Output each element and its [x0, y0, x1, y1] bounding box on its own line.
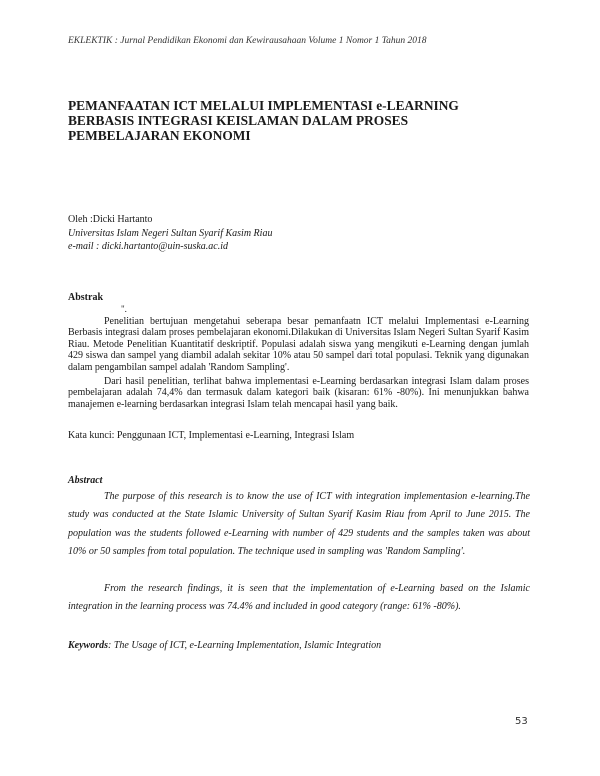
author-email: e-mail : dicki.hartanto@uin-suska.ac.id: [68, 241, 229, 252]
abstrak-heading: Abstrak: [68, 292, 104, 303]
abstrak-mark: ".: [121, 304, 127, 314]
page-number: 53: [515, 716, 528, 727]
abstract-keywords: [68, 640, 381, 651]
author-byline: Oleh :Dicki Hartanto: [68, 214, 153, 225]
abstrak-paragraph-1: Penelitian bertujuan mengetahui seberapa besar pemanfaatn ICT melalui Implementasi e-Learning Berbasis integrasi dalam proses pembelajaran ekonomi.Dilakukan di Universitas Islam Negeri Sultan Syarif Kasim Riau. Metode Penelitian Kuantitatif deskriptif. Populasi adalah siswa yang mengikuti e-Learning dengan jumlah 429 siswa dan sampel yang diambil adalah sekitar 10% atau 50 sampel dari total populasi. Teknik yang digunakan dalam pengambilan sampel adalah 'Random Sampling'.: [68, 316, 529, 373]
title-line: PEMANFAATAN ICT MELALUI IMPLEMENTASI e-LEARNING: [68, 98, 459, 113]
abstrak-keywords: Kata kunci: Penggunaan ICT, Implementasi e-Learning, Integrasi Islam: [68, 430, 355, 441]
title-line: BERBASIS INTEGRASI KEISLAMAN DALAM PROSES: [68, 113, 409, 128]
abstract-heading: Abstract: [68, 475, 103, 486]
keywords-label: Keywords: [68, 640, 108, 651]
author-block: [68, 213, 272, 254]
keywords-text: : The Usage of ICT, e-Learning Implementation, Islamic Integration: [108, 640, 382, 651]
abstract-paragraph-2: From the research findings, it is seen that the implementation of e-Learning based on the Islamic integration in the learning process was 74.4% and included in good category (range: 61% -80%).: [68, 583, 530, 613]
running-header: EKLEKTIK : Jurnal Pendidikan Ekonomi dan Kewirausahaan Volume 1 Nomor 1 Tahun 2018: [68, 36, 427, 46]
abstrak-paragraph-2: Dari hasil penelitian, terlihat bahwa implementasi e-Learning berdasarkan integrasi Islam dalam proses pembelajaran adalah 74,4% dan termasuk dalam kategori baik (kisaran: 61% -80%). Ini menunjukkan bahwa manajemen e-learning berdasarkan integrasi Islam telah mencapai hasil yang baik.: [68, 376, 529, 410]
author-affiliation: Universitas Islam Negeri Sultan Syarif Kasim Riau: [68, 227, 273, 239]
title-line: PEMBELAJARAN EKONOMI: [68, 128, 251, 143]
article-title: [68, 98, 498, 143]
abstract-paragraph-1: The purpose of this research is to know the use of ICT with integration implementasion e-learning.The study was conducted at the State Islamic University of Sultan Syarif Kasim Riau from April to June 2015. The population was the students followed e-Learning with number of 429 students and the samples taken was about 10% or 50 samples from total population. The technique used in sampling was 'Random Sampling'.: [68, 491, 530, 557]
